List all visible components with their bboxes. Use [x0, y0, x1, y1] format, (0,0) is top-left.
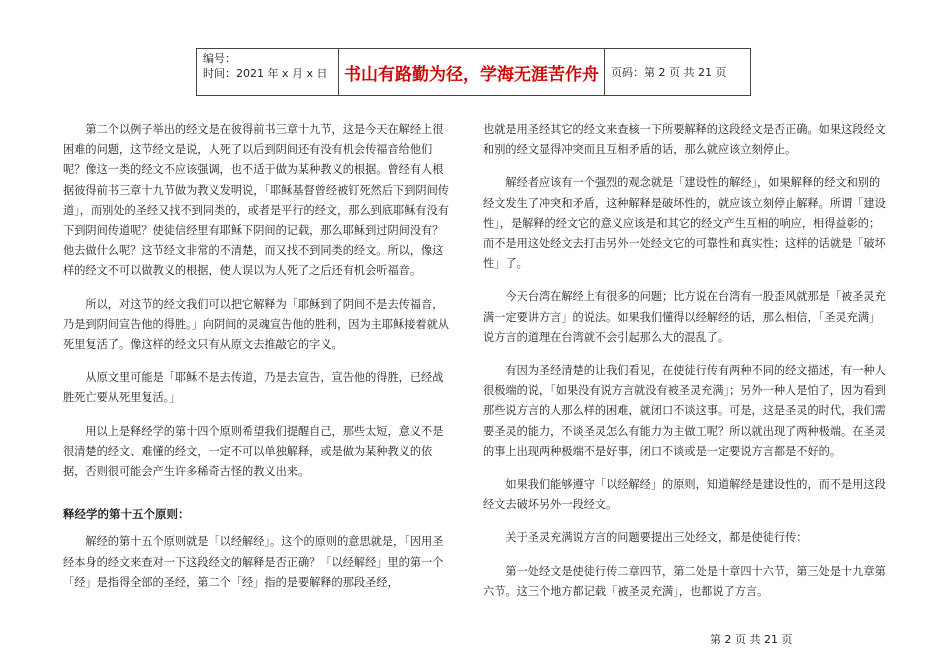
page-footer: 第 2 页 共 21 页 — [710, 633, 793, 646]
date-label: 时间：2021 年 x 月 x 日 — [203, 67, 328, 80]
serial-label: 编号： — [203, 52, 236, 65]
paragraph: 第一处经文是使徒行传二章四节，第二处是十章四十六节，第三处是十九章第六节。这三个地方都记载「被圣灵充满」，也都说了方言。 — [483, 564, 886, 598]
paragraph: 有因为圣经清楚的让我们看见，在使徒行传有两种不同的经文描述，有一种人很极端的说，「如果没有说方言就没有被圣灵充满」；另外一种人是怕了，因为看到那些说方言的人那么样的困难，就闭口不谈这事。可是，这是圣灵的时代，我们需要圣灵的能力，不谈圣灵怎么有能力为主做工呢？所以就出现了两种极端。在圣灵的事上出现两种极端不是好事，闭口不谈或是一定要说方言都是不好的。 — [483, 364, 886, 458]
header-meta — [197, 49, 339, 95]
paragraph: 用以上是释经学的第十四个原则希望我们提醒自己，那些太短，意义不是很清楚的经文、难懂的经文，一定不可以单独解释，或是做为某种教义的依据，否则很可能会产生许多稀奇古怪的教义出来。 — [63, 424, 444, 479]
page-header-table — [196, 48, 751, 96]
header-page-number: 页码：第 2 页 共 21 页 — [611, 66, 727, 79]
paragraph: 从原文里可能是「耶稣不是去传道，乃是去宣告，宣告他的得胜，已经战胜死亡要从死里复活。」 — [63, 371, 444, 405]
paragraph: 也就是用圣经其它的经文来查核一下所要解释的这段经文是否正确。如果这段经文和别的经文显得冲突而且互相矛盾的话，那么就应该立刻停止。 — [483, 123, 886, 157]
paragraph: 如果我们能够遵守「以经解经」的原则，知道解经是建设性的，而不是用这段经文去破坏另外一段经文。 — [483, 478, 886, 512]
paragraph: 第二个以例子举出的经文是在彼得前书三章十九节，这是今天在解经上很困难的问题，这节经文是说，人死了以后到阴间还有没有机会传福音给他们呢？像这一类的经文不应该强调，也不适于做为某种教义的根据。曾经有人根据彼得前书三章十九节做为教义发明说，「耶稣基督曾经被钉死然后下到阴间传道」，而别处的圣经又找不到同类的，或者是平行的经文，那么到底耶稣有没有下到阴间传道呢？使徒信经里有耶稣下阴间的记载，那么耶稣到过阴间没有？他去做什么呢？这节经文非常的不清楚，而又找不到同类的经文。所以，像这样的经文不可以做教义的根据，使人误以为人死了之后还有机会听福音。 — [63, 123, 449, 278]
left-column — [63, 120, 451, 606]
paragraph: 关于圣灵充满说方言的问题要提出三处经文，都是使徒行传： — [505, 531, 808, 545]
section-heading: 释经学的第十五个原则： — [63, 507, 190, 522]
right-column — [483, 120, 891, 615]
header-motto: 书山有路勤为径，学海无涯苦作舟 — [339, 49, 605, 95]
paragraph: 所以，对这节的经文我们可以把它解释为「耶稣到了阴间不是去传福音，乃是到阴间宣告他的得胜。」向阴间的灵魂宣告他的胜利，因为主耶稣接着就从死里复活了。像这样的经文只有从原文去推敲它的字义。 — [63, 297, 449, 352]
paragraph: 解经者应该有一个强烈的观念就是「建设性的解经」，如果解释的经文和别的经文发生了冲突和矛盾，这种解释是破坏性的，就应该立刻停止解释。所谓「建设性」，是解释的经文它的意义应该是和其它的经文产生互相的响应，相得益彰的；而不是用这处经文去打击另外一处经文它的可靠性和真实性；这样的话就是「破坏性」了。 — [483, 176, 886, 271]
paragraph: 今天台湾在解经上有很多的问题；比方说在台湾有一股歪风就那是「被圣灵充满一定要讲方言」的说法。如果我们懂得以经解经的话，那么相信，「圣灵充满」说方言的道理在台湾就不会引起那么大的混乱了。 — [483, 290, 886, 344]
paragraph: 解经的第十五个原则就是「以经解经」。这个的原则的意思就是，「因用圣经本身的经文来查对一下这段经文的解释是否正确？「以经解经」里的第一个「经」是指得全部的圣经，第二个「经」指的是要解释的那段圣经， — [63, 535, 444, 589]
